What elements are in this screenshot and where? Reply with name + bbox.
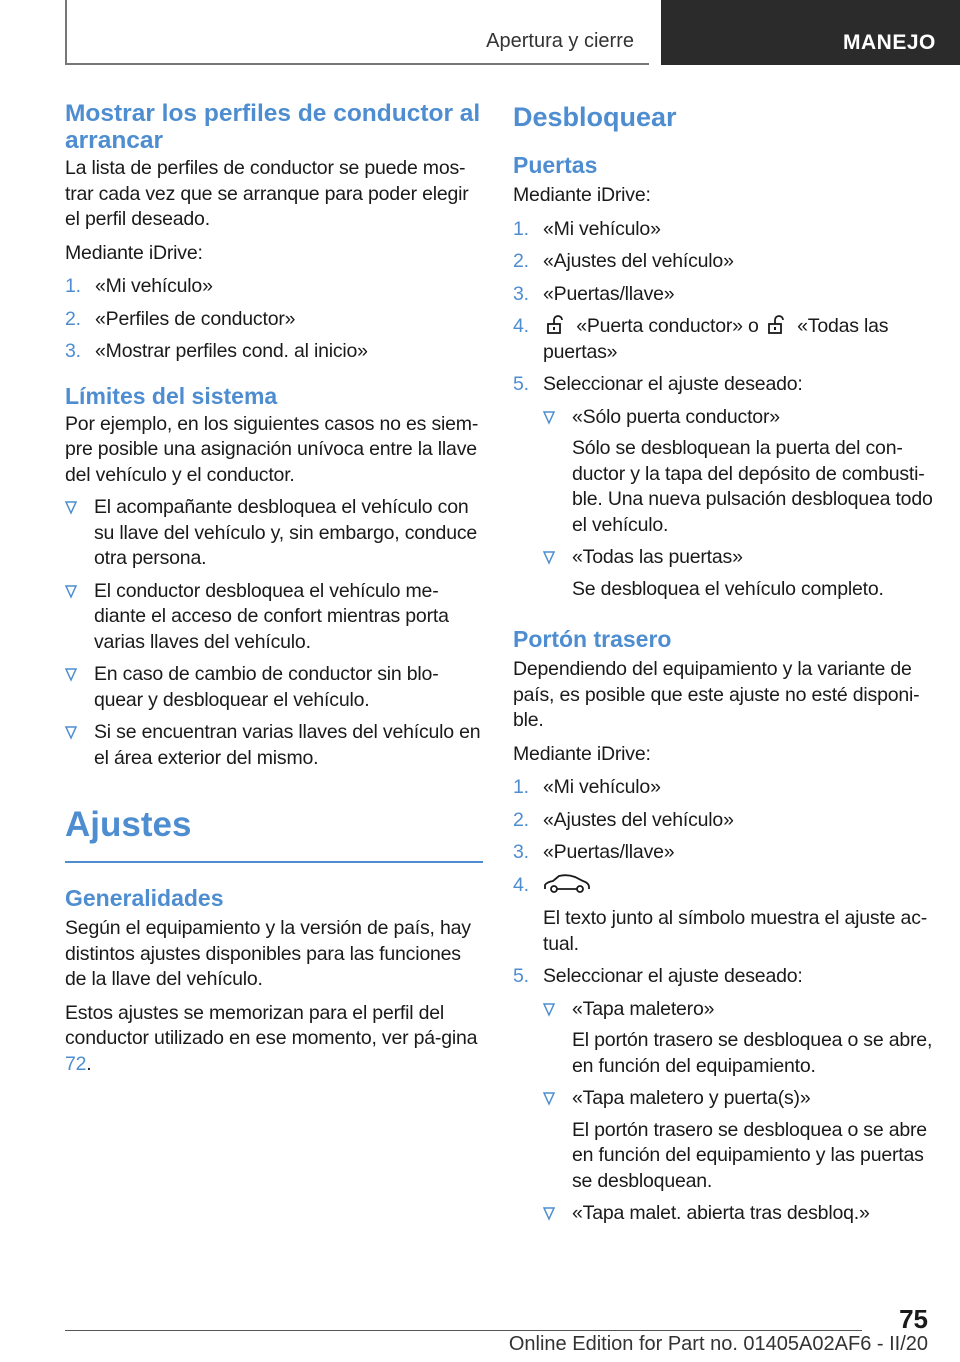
list-item: 2. «Perfiles de conductor» [65, 307, 296, 330]
paragraph-startup: La lista de perfiles de conductor se puede mos-trar cada vez que se arranque para poder elegir el perfil deseado. [65, 157, 469, 230]
triangle-bullet-icon [543, 1207, 555, 1221]
via-idrive-label: Mediante iDrive: [513, 742, 651, 765]
header-chapter-tab [661, 0, 960, 65]
list-item: 1. «Mi vehículo» [65, 275, 213, 297]
list-item: «Tapa maletero y puerta(s)» El portón trasero se desbloquea o se abre en función del equipamiento y las puertas se desbloquean. [543, 1086, 933, 1194]
heading-generalidades: Generalidades [65, 885, 224, 911]
heading-porton-trasero: Portón trasero [513, 626, 672, 652]
triangle-bullet-icon [65, 668, 77, 682]
paragraph-tailgate: Dependiendo del equipamiento y la variante de país, es posible que este ajuste no esté disponi-ble. [513, 658, 920, 731]
tailgate-steps-list [513, 775, 933, 1227]
via-idrive-label: Mediante iDrive: [513, 184, 651, 206]
header-chapter-label: MANEJO [843, 31, 936, 54]
limits-bullet-list [65, 495, 483, 771]
header-section-title: Apertura y cierre [486, 30, 634, 52]
list-item: «Tapa malet. abierta tras desbloq.» [543, 1201, 933, 1227]
triangle-bullet-icon [543, 551, 555, 565]
doors-steps-list [513, 217, 933, 603]
list-item: El acompañante desbloquea el vehículo con su llave del vehículo y, sin embargo, conduce otra persona. [65, 495, 483, 572]
right-column [513, 100, 933, 1227]
header-rule-left [65, 0, 67, 64]
heading-puertas: Puertas [513, 152, 598, 178]
heading-driver-profiles-startup: Mostrar los perfiles de conductor al arrancar [65, 100, 481, 154]
footer-edition: Online Edition for Part no. 01405A02AF6 - II/20 [508, 1333, 928, 1355]
list-item: 5. Seleccionar el ajuste deseado: «Sólo puerta conductor» Sólo se desbloquean la puerta del con-ductor y la tapa del depósito de combusti-ble. Una nueva pulsación desbloquea todo el vehículo. «Todas las puertas» Se desbloquea el vehículo completo. [513, 372, 933, 602]
doors-options-list [543, 405, 933, 603]
startup-steps-list [65, 274, 483, 365]
list-item: El conductor desbloquea el vehículo me-diante el acceso de confort mientras porta varias llaves del vehículo. [65, 579, 483, 656]
triangle-bullet-icon [543, 1003, 555, 1017]
triangle-bullet-icon [65, 501, 77, 515]
list-item: 3. «Mostrar perfiles cond. al inicio» [65, 340, 368, 362]
list-item: «Todas las puertas» Se desbloquea el vehículo completo. [543, 545, 933, 602]
footer-rule [65, 1330, 862, 1331]
list-item: 2. «Ajustes del vehículo» [513, 250, 734, 272]
list-item: 3. «Puertas/llave» [513, 282, 675, 305]
via-idrive-label: Mediante iDrive: [65, 241, 203, 264]
list-item: «Tapa maletero» El portón trasero se desbloquea o se abre, en función del equipamiento. [543, 997, 933, 1080]
list-item: 3. «Puertas/llave» [513, 841, 675, 863]
paragraph-general-2: Estos ajustes se memorizan para el perfil del conductor utilizado en ese momento, ver pá-gina 72. [65, 1001, 478, 1075]
triangle-bullet-icon [65, 585, 77, 599]
tailgate-options-list [543, 997, 933, 1227]
unlock-icon [545, 315, 567, 335]
page-number: 75 [899, 1304, 928, 1334]
list-item: 2. «Ajustes del vehículo» [513, 808, 734, 831]
list-item: 1. «Mi vehículo» [513, 217, 661, 240]
list-item: 1. «Mi vehículo» [513, 776, 661, 798]
paragraph-limits: Por ejemplo, en los siguientes casos no es siem-pre posible una asignación unívoca entre la llave del vehículo y el conductor. [65, 412, 479, 486]
heading-system-limits: Límites del sistema [65, 382, 278, 409]
unlock-icon [766, 315, 788, 335]
triangle-bullet-icon [543, 1092, 555, 1106]
section-divider [65, 861, 483, 863]
triangle-bullet-icon [65, 726, 77, 740]
paragraph-general-1: Según el equipamiento y la versión de país, hay distintos ajustes disponibles para las funciones de la llave del vehículo. [65, 917, 471, 990]
list-item: 4. «Puerta conductor» o «Todas las puertas» [513, 315, 889, 363]
list-item: En caso de cambio de conductor sin blo-quear y desbloquear el vehículo. [65, 662, 483, 713]
list-item: 5. Seleccionar el ajuste deseado: «Tapa maletero» El portón trasero se desbloquea o se abre, en función del equipamiento. «Tapa maletero y puerta(s)» El portón trasero se desbloquea o se abre en función del equipamiento y las puertas se desbloquean. «Tapa malet. abierta tras desbloq.» [513, 964, 933, 1227]
heading-ajustes: Ajustes [65, 805, 192, 844]
header-rule-bottom [65, 63, 649, 65]
page-reference-link[interactable]: 72 [65, 1052, 87, 1075]
list-item: «Sólo puerta conductor» Sólo se desbloquean la puerta del con-ductor y la tapa del depósito de combusti-ble. Una nueva pulsación desbloquea todo el vehículo. [543, 405, 933, 539]
list-item: 4. El texto junto al símbolo muestra el ajuste ac-tual. [513, 873, 928, 955]
left-column [65, 100, 483, 1077]
triangle-bullet-icon [543, 411, 555, 425]
list-item: Si se encuentran varias llaves del vehículo en el área exterior del mismo. [65, 720, 483, 771]
car-tailgate-icon [543, 873, 591, 895]
heading-desbloquear: Desbloquear [513, 102, 677, 132]
